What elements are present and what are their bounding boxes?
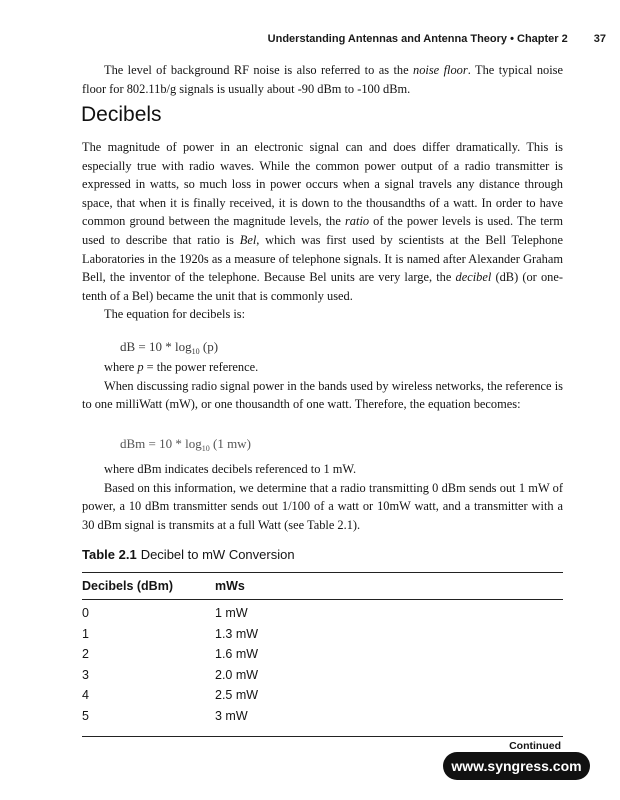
table-title: Decibel to mW Conversion [140, 547, 295, 562]
text-run: . The typical noise floor for 802.11b/g signals is usually about -90 dBm to -100 dBm. [82, 63, 563, 96]
cell-mw: 2.0 mW [215, 667, 259, 682]
table-label: Table 2.1 [82, 547, 137, 562]
decibels-body [82, 138, 563, 324]
paragraph-where-p [82, 358, 563, 377]
table-caption [82, 547, 295, 562]
column-header-mws: mWs [215, 579, 245, 593]
table-row [82, 624, 563, 645]
text-run: The level of background RF noise is also referred to as the [104, 63, 414, 77]
paragraph-where-dbm: where dBm indicates decibels referenced to 1 mW. [104, 462, 357, 476]
paragraph-conclusion: Based on this information, we determine that a radio transmitting 0 dBm sends out 1 mW of power, a 10 dBm transmitter sends out 1/100 of a watt or 10mW watt, and a transmitter with a 30 dBm signal is transmits at a full Watt (see Table 2.1). [82, 480, 563, 532]
cell-dbm: 3 [82, 667, 89, 682]
cell-dbm: 1 [82, 626, 89, 641]
term-ratio: ratio [344, 214, 370, 229]
intro-paragraph [82, 61, 563, 98]
equation-decibels [120, 339, 218, 356]
variable-p: p [137, 360, 144, 374]
running-header [268, 33, 606, 45]
table-body [82, 600, 563, 726]
equation-text: dB = 10 * log [120, 339, 192, 354]
cell-mw: 1.3 mW [215, 626, 259, 641]
cell-mw: 2.5 mW [215, 688, 259, 703]
term-bel: Bel [239, 232, 257, 247]
table-bottom-rule [82, 736, 563, 737]
term-decibel: decibel [455, 270, 492, 285]
equation-subscript: 10 [191, 347, 200, 356]
table-continued-label: Continued [509, 740, 561, 752]
text-run: The magnitude of power in an electronic signal can and does differ dramatically. This is especially true with radio waves. While the common power output of a radio transmitter is expressed in watts, so much loss in power occurs when a signal travels any distance through space, that when it is finally received, it is down to the thousandths of a watt. In order to have common ground between the magnitude levels, the [82, 140, 563, 229]
section-heading: Decibels [81, 103, 162, 126]
table-row [82, 603, 563, 624]
noise-floor-paragraph [82, 61, 563, 98]
text-run: where [104, 360, 138, 374]
cell-dbm: 0 [82, 606, 89, 621]
equation-text: (p) [199, 339, 219, 354]
column-header-decibels: Decibels (dBm) [82, 579, 173, 593]
cell-mw: 3 mW [215, 708, 248, 723]
table-row [82, 665, 563, 686]
text-run: = the power reference. [143, 360, 259, 374]
cell-dbm: 4 [82, 688, 89, 703]
term-noise-floor: noise floor [413, 63, 468, 77]
equation-text: dBm = 10 * log [120, 436, 202, 451]
cell-mw: 1 mW [215, 606, 248, 621]
page-number: 37 [593, 33, 606, 45]
equation-text: (1 mw) [209, 436, 251, 451]
paragraph-milliwatt: When discussing radio signal power in the bands used by wireless networks, the reference is to one milliWatt (mW), or one thousandth of one watt. Therefore, the equation becomes: [82, 378, 563, 412]
cell-dbm: 2 [82, 647, 89, 662]
table-row [82, 706, 563, 727]
text-run: , which was first used by scientists at the Bell Telephone Laboratories in the 1920s as a measure of telephone signals. It is named after Alexander Graham Bell, the inventor of the telephone. Because Bel units are very large, the [82, 232, 563, 285]
decibels-body-2 [82, 358, 563, 414]
paragraph-equation-intro: The equation for decibels is: [104, 307, 246, 322]
decibels-body-3 [82, 460, 563, 534]
table-row [82, 685, 563, 706]
paragraph-magnitude [82, 138, 563, 305]
text-run: (dB) (or one-tenth of a Bel) became the unit that is commonly used. [82, 270, 563, 303]
table-row [82, 644, 563, 665]
conversion-table [82, 572, 563, 726]
cell-mw: 1.6 mW [215, 647, 259, 662]
equation-dbm [120, 436, 251, 453]
cell-dbm: 5 [82, 708, 89, 723]
website-badge[interactable]: www.syngress.com [443, 752, 590, 780]
running-title: Understanding Antennas and Antenna Theory • Chapter 2 [267, 33, 568, 45]
text-run: of the power levels is used. The term used to describe that ratio is [82, 214, 563, 247]
equation-subscript: 10 [201, 444, 210, 453]
table-header-row [82, 573, 563, 599]
